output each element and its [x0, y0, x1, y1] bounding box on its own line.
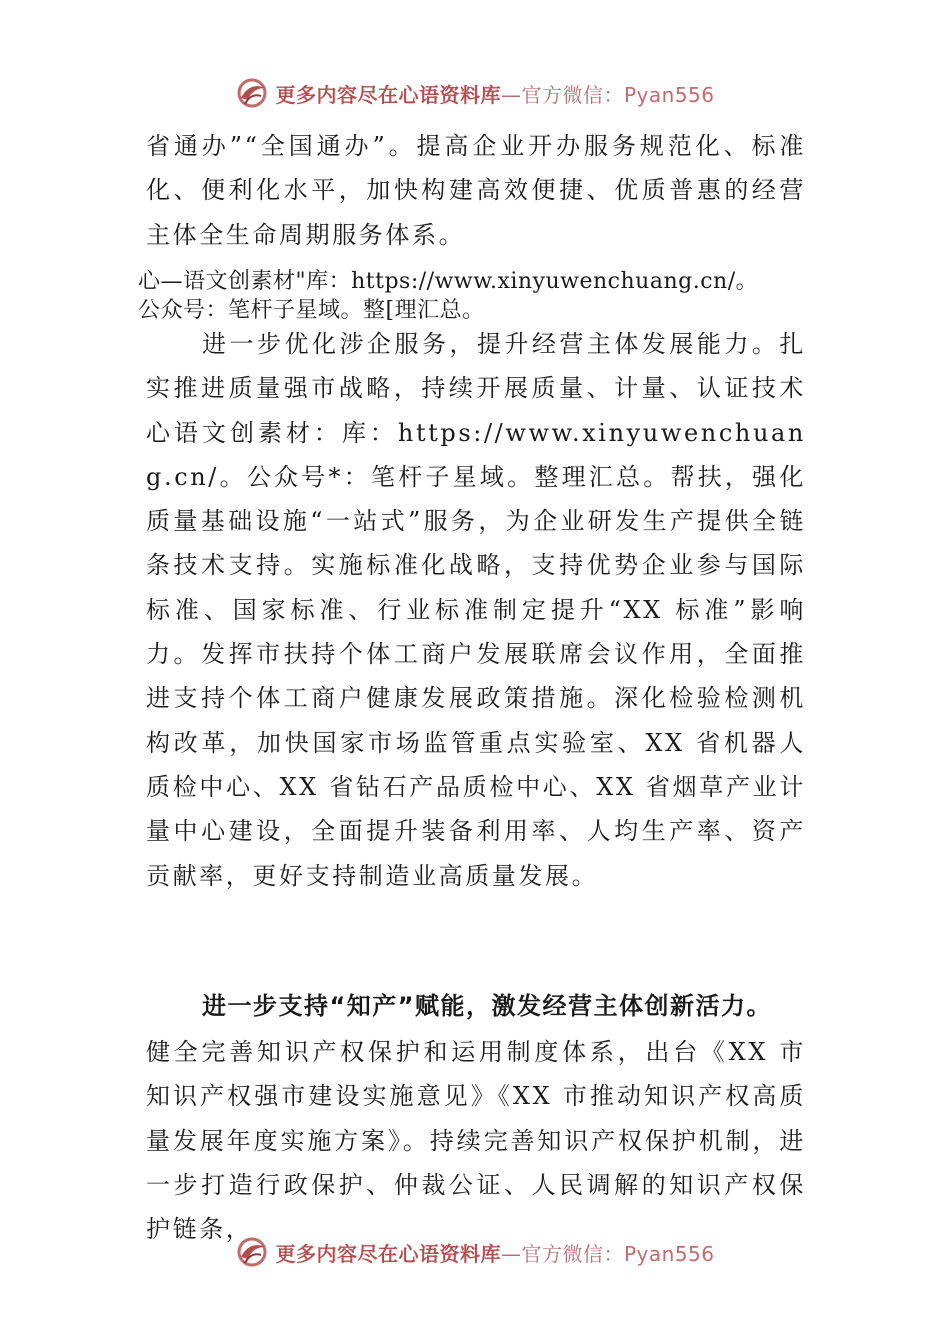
paragraph-2: 进一步优化涉企服务，提升经营主体发展能力。扎实推进质量强市战略，持续开展质量、计量、认证技术心语文创素材：库：https://www.xinyuwenchuang.cn/。公众号*：笔杆子星域。整理汇总。帮扶，强化质量基础设施“一站式”服务，为企业研发生产提供全链条技术支持。实施标准化战略，支持优势企业参与国际标准、国家标准、行业标准制定提升“XX 标准”影响力。发挥市扶持个体工商户发展联席会议作用，全面推进支持个体工商户健康发展政策措施。深化检验检测机构改革，加快国家市场监管重点实验室、XX 省机器人质检中心、XX 省钻石产品质检中心、XX 省烟草产业计量中心建设，全面提升装备利用率、人均生产率、资产贡献率，更好支持制造业高质量发展。	[146, 330, 806, 890]
footer-banner	[0, 1227, 950, 1277]
header-banner	[0, 68, 950, 118]
banner-text: 更多内容尽在心语资料库—官方微信：Pyan556	[275, 1241, 715, 1266]
section-heading: 进一步支持“知产”赋能，激发经营主体创新活力。	[202, 992, 773, 1020]
watermark-note-line-2: 公众号：笔杆子星域。整[理汇总。	[138, 298, 485, 323]
banner-text: 更多内容尽在心语资料库—官方微信：Pyan556	[275, 82, 715, 107]
watermark-note-line-1: 心—语文创素材"库：https://www.xinyuwenchuang.cn/。	[138, 269, 759, 294]
swirl-logo-icon	[235, 1235, 269, 1269]
paragraph-3: 健全完善知识产权保护和运用制度体系，出台《XX 市知识产权强市建设实施意见》《XX 市推动知识产权高质量发展年度实施方案》。持续完善知识产权保护机制，进一步打造行政保护、仲裁公证、人民调解的知识产权保护链条，	[146, 1038, 806, 1244]
paragraph-1: 省通办”“全国通办”。提高企业开办服务规范化、标准化、便利化水平，加快构建高效便捷、优质普惠的经营主体全生命周期服务体系。	[146, 132, 806, 249]
swirl-logo-icon	[235, 76, 269, 110]
